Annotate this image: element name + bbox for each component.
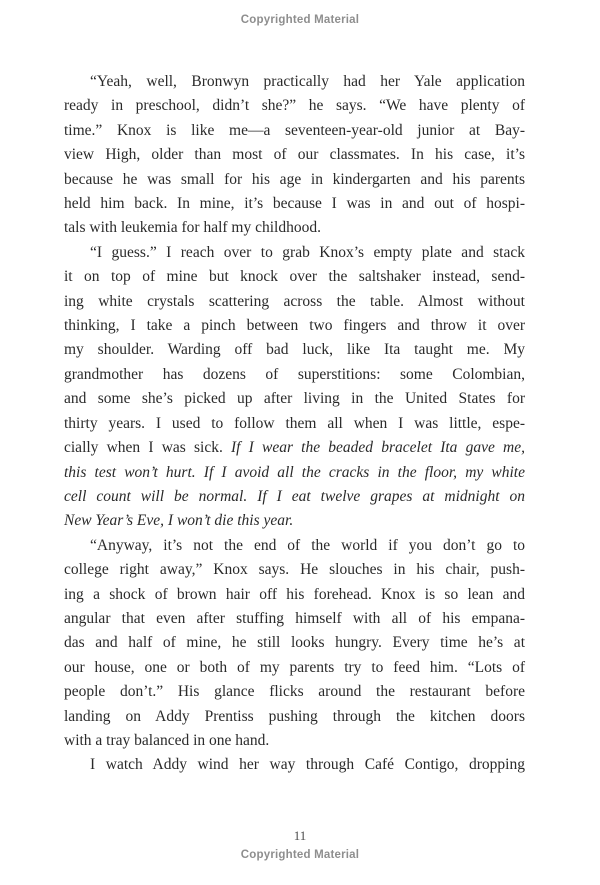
text-line: thinking, I take a pinch between two fingers and throw it over xyxy=(64,317,525,335)
text-line: New Year’s Eve, I won’t die this year. xyxy=(64,512,294,530)
text-line: because he was small for his age in kindergarten and his parents xyxy=(64,170,525,188)
text-line: and some she’s picked up after living in the United States for xyxy=(64,390,525,408)
text-line: I watch Addy wind her way through Café Contigo, dropping xyxy=(90,756,525,774)
text-line: cially when I was sick. If I wear the beaded bracelet Ita gave me, xyxy=(64,439,525,457)
text-line: “Yeah, well, Bronwyn practically had her Yale application xyxy=(90,73,525,90)
copyright-banner-bottom: Copyrighted Material xyxy=(240,849,360,861)
copyright-banner-top: Copyrighted Material xyxy=(240,14,360,26)
text-line: “Anyway, it’s not the end of the world if you don’t go to xyxy=(90,536,525,554)
text-line: “I guess.” I reach over to grab Knox’s empty plate and stack xyxy=(90,243,525,261)
text-line: landing on Addy Prentiss pushing through the kitchen doors xyxy=(64,707,525,725)
text-line: das and half of mine, he still looks hungry. Every time he’s at xyxy=(64,634,525,652)
text-line: my shoulder. Warding off bad luck, like Ita taught me. My xyxy=(64,341,525,359)
text-line: ready in preschool, didn’t she?” he says. “We have plenty of xyxy=(64,97,525,115)
text-line: ing white crystals scattering across the table. Almost without xyxy=(64,292,525,310)
page-number: 11 xyxy=(293,828,307,843)
text-line: people don’t.” His glance flicks around the restaurant before xyxy=(64,683,525,701)
text-line: angular that even after stuffing himself with all of his empana- xyxy=(64,609,525,627)
text-line: view High, older than most of our classmates. In his case, it’s xyxy=(64,146,525,164)
text-line: grandmother has dozens of superstitions: some Colombian, xyxy=(64,365,525,383)
text-line: held him back. In mine, it’s because I was in and out of hospi- xyxy=(64,195,525,213)
text-line: ing a shock of brown hair off his forehead. Knox is so lean and xyxy=(64,585,525,603)
text-line: with a tray balanced in one hand. xyxy=(64,731,270,749)
text-line: it on top of mine but knock over the saltshaker instead, send- xyxy=(64,268,525,286)
text-line: college right away,” Knox says. He slouches in his chair, push- xyxy=(64,561,525,579)
text-line: time.” Knox is like me—a seventeen-year-old junior at Bay- xyxy=(64,121,525,139)
text-block xyxy=(64,70,525,778)
text-line: this test won’t hurt. If I avoid all the cracks in the floor, my white xyxy=(64,463,525,481)
text-line: our house, one or both of my parents try to feed him. “Lots of xyxy=(64,658,525,676)
text-line: thirty years. I used to follow them all when I was little, espe- xyxy=(64,414,525,432)
text-line: tals with leukemia for half my childhood. xyxy=(64,219,321,237)
text-line: cell count will be normal. If I eat twelve grapes at midnight on xyxy=(64,487,525,505)
